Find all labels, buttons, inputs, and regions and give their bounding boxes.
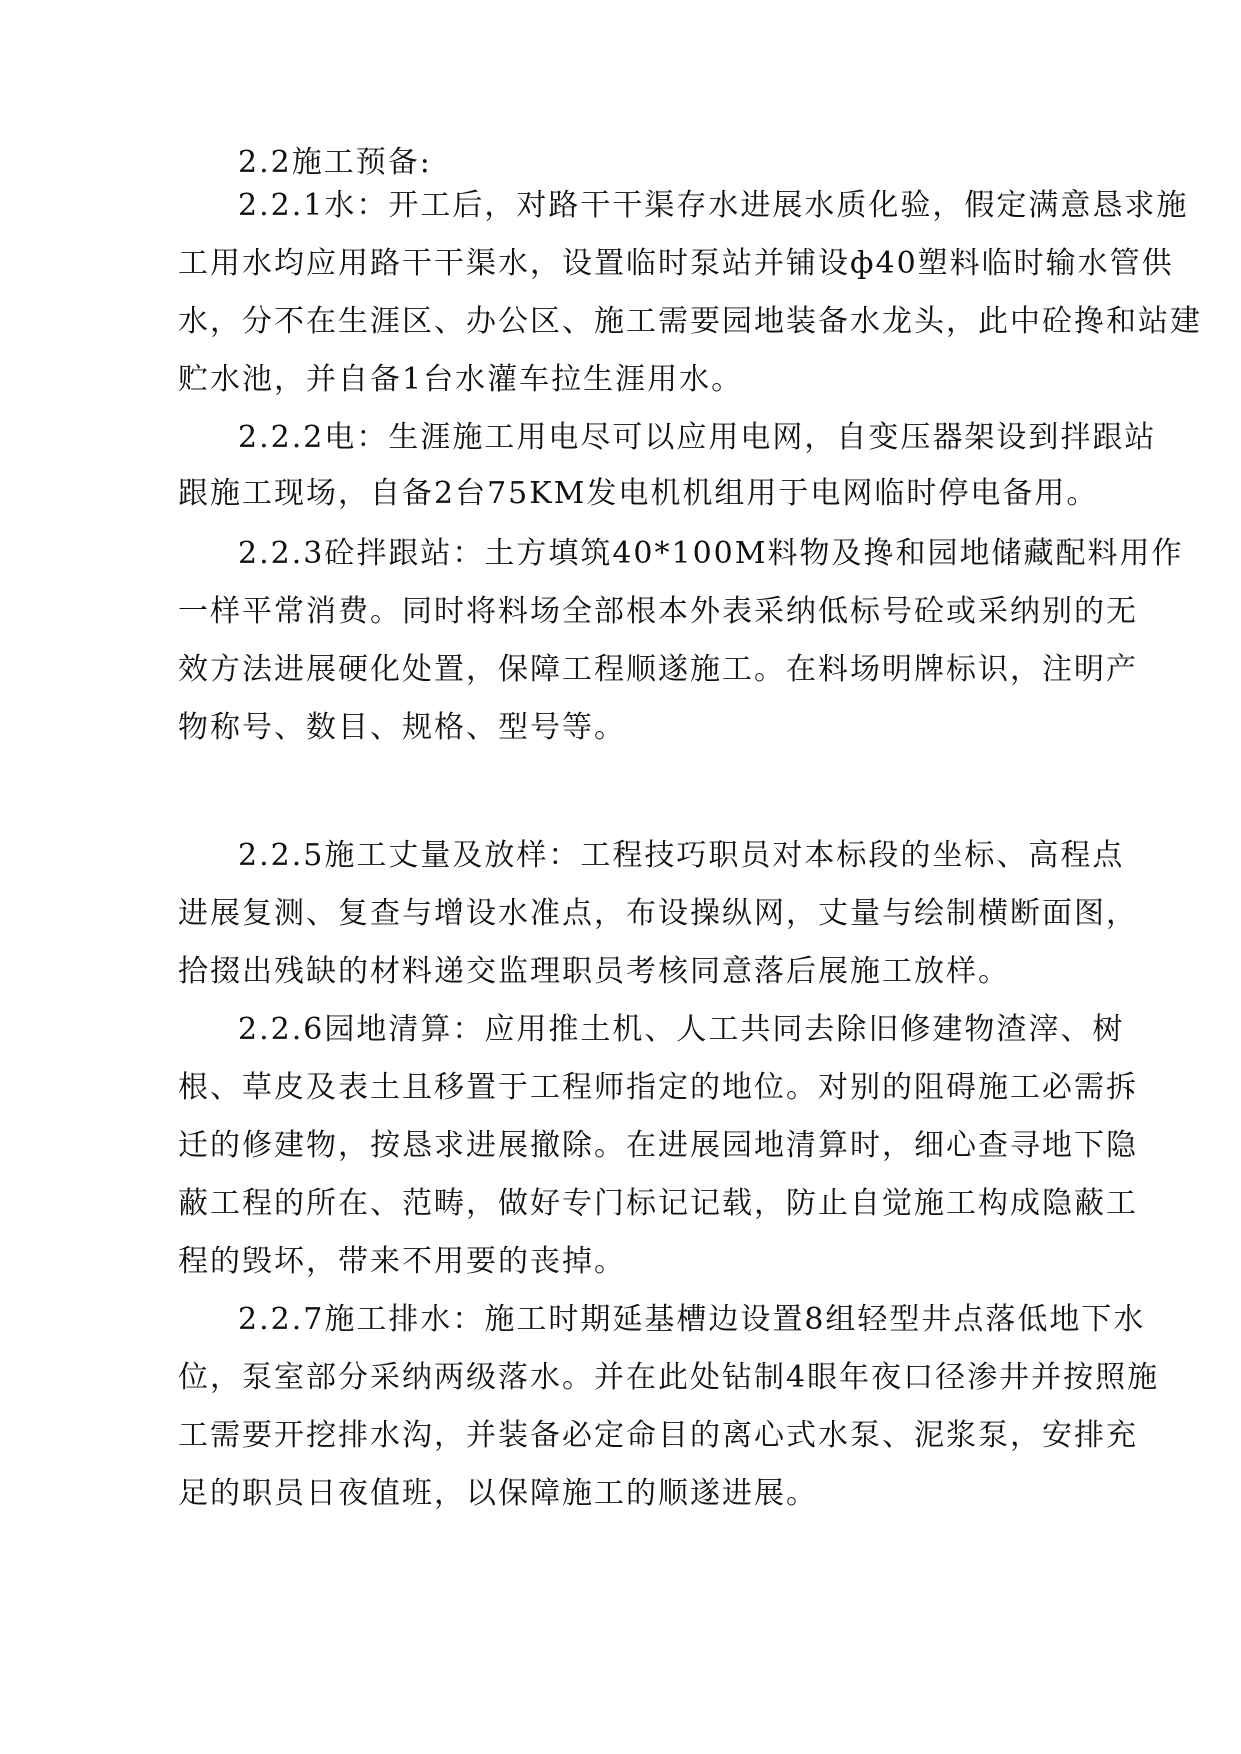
paragraph-2-2-1-line-4: 贮水池，并自备1台水灌车拉生涯用水。: [178, 362, 744, 397]
paragraph-2-2-3-line-2: 一样平常消费。同时将料场全部根本外表采纳低标号砼或采纳别的无: [178, 594, 1138, 629]
paragraph-2-2-5-line-3: 拾掇出残缺的材料递交监理职员考核同意落后展施工放样。: [178, 954, 1010, 989]
paragraph-2-2-6-line-2: 根、草皮及表土且移置于工程师指定的地位。对别的阻碍施工必需拆: [178, 1070, 1138, 1105]
paragraph-2-2-6-line-5: 程的毁坏，带来不用要的丧掉。: [178, 1244, 626, 1279]
paragraph-2-2-5-line-2: 进展复测、复查与增设水准点，布设操纵网，丈量与绘制横断面图，: [178, 896, 1138, 931]
paragraph-2-2-6-line-1: 2.2.6园地清算：应用推土机、人工共同去除旧修建物渣滓、树: [238, 1012, 1125, 1047]
paragraph-2-2-5-line-1: 2.2.5施工丈量及放样：工程技巧职员对本标段的坐标、高程点: [238, 838, 1125, 873]
paragraph-2-2-7-line-1: 2.2.7施工排水：施工时期延基槽边设置8组轻型井点落低地下水: [238, 1302, 1146, 1337]
paragraph-2-2-3-line-4: 物称号、数目、规格、型号等。: [178, 710, 626, 745]
paragraph-2-2-1-line-2: 工用水均应用路干干渠水，设置临时泵站并铺设ф40塑料临时输水管供: [178, 246, 1174, 281]
paragraph-2-2-6-line-3: 迁的修建物，按恳求进展撤除。在进展园地清算时，细心查寻地下隐: [178, 1128, 1138, 1163]
paragraph-2-2-6-line-4: 蔽工程的所在、范畴，做好专门标记记载，防止自觉施工构成隐蔽工: [178, 1186, 1138, 1221]
paragraph-2-2-1-line-3: 水，分不在生涯区、办公区、施工需要园地装备水龙头，此中砼搀和站建: [178, 304, 1202, 339]
paragraph-2-2-2-line-1: 2.2.2电：生涯施工用电尽可以应用电网，自变压器架设到拌跟站: [238, 420, 1157, 455]
paragraph-2-2-7-line-2: 位，泵室部分采纳两级落水。并在此处钻制4眼年夜口径渗井并按照施: [178, 1360, 1160, 1395]
paragraph-2-2-7-line-4: 足的职员日夜值班，以保障施工的顺遂进展。: [178, 1476, 818, 1511]
paragraph-2-2-3-line-1: 2.2.3砼拌跟站：土方填筑40*100M料物及搀和园地储藏配料用作: [238, 536, 1184, 571]
section-heading: 2.2施工预备:: [238, 145, 432, 180]
paragraph-2-2-2-line-2: 跟施工现场，自备2台75KM发电机机组用于电网临时停电备用。: [178, 476, 1099, 511]
paragraph-2-2-3-line-3: 效方法进展硬化处置，保障工程顺遂施工。在料场明牌标识，注明产: [178, 652, 1138, 687]
paragraph-2-2-7-line-3: 工需要开挖排水沟，并装备必定命目的离心式水泵、泥浆泵，安排充: [178, 1418, 1138, 1453]
paragraph-2-2-1-line-1: 2.2.1水：开工后，对路干干渠存水进展水质化验，假定满意恳求施: [238, 188, 1189, 223]
